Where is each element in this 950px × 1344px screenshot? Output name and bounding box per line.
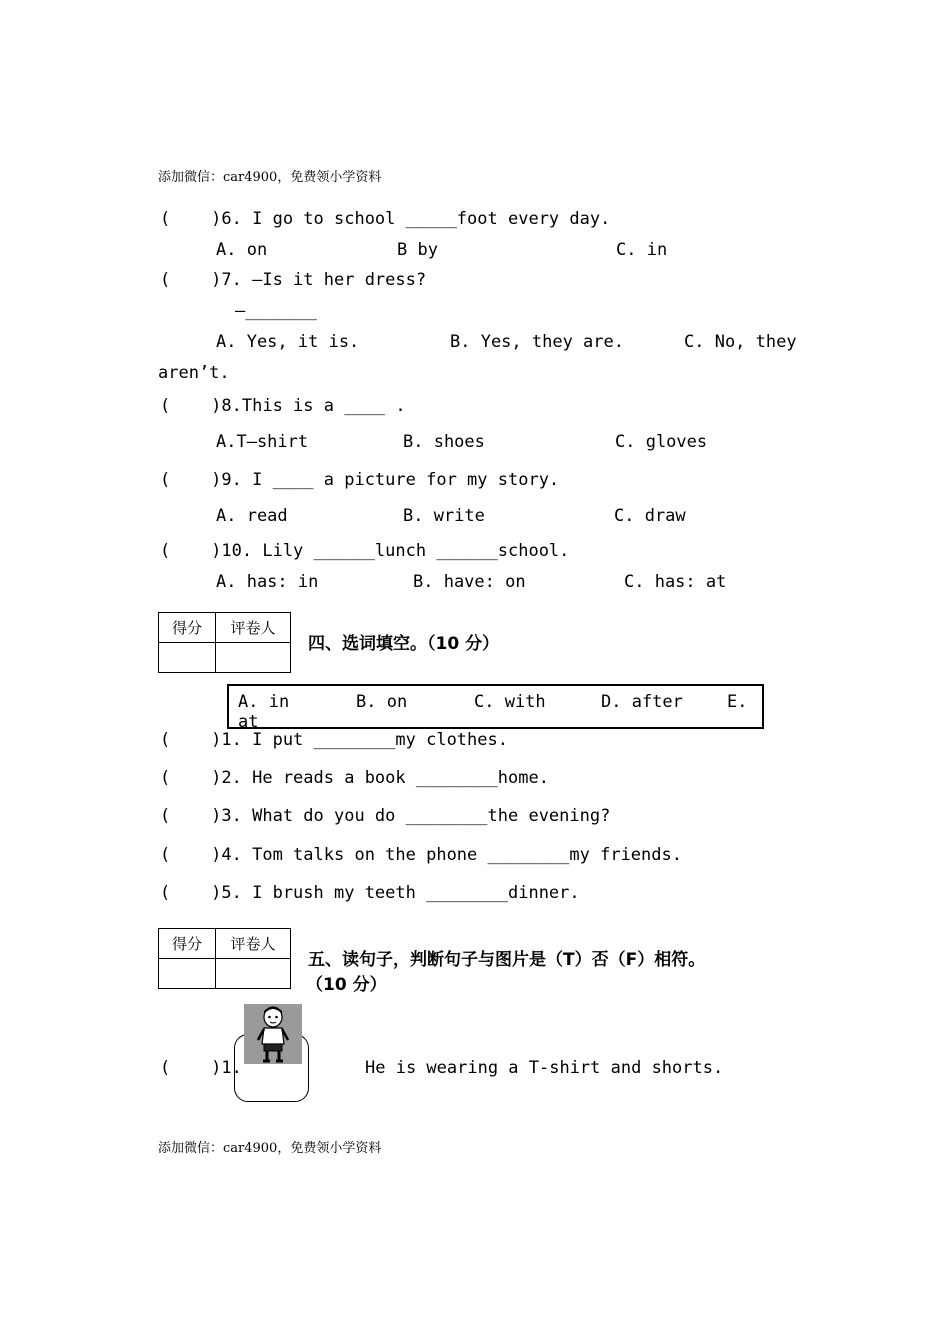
question-6-option-c: C. in — [616, 240, 668, 260]
question-6-option-b: B by — [397, 240, 438, 260]
word-option-e: E. — [727, 692, 748, 712]
question-10-stem: ( )10. Lily ______lunch ______school. — [160, 541, 570, 561]
judge-item-1-sentence: He is wearing a T-shirt and shorts. — [365, 1058, 724, 1078]
question-7-option-a: A. Yes, it is. — [216, 332, 360, 352]
question-10-option-b: B. have: on — [413, 572, 526, 592]
fill-item-2: ( )2. He reads a book ________home. — [160, 768, 549, 788]
boy-picture-icon — [244, 1004, 302, 1064]
word-option-d: D. after — [601, 692, 683, 712]
question-9-option-b: B. write — [403, 506, 485, 526]
score-table-section-5 — [158, 928, 291, 989]
score-cell — [159, 643, 216, 673]
section-4-title: 四、选词填空。（10 分） — [308, 634, 500, 654]
question-9-option-a: A. read — [216, 506, 288, 526]
grader-header: 评卷人 — [216, 613, 291, 643]
question-9-option-c: C. draw — [614, 506, 686, 526]
question-7-option-c-wrap: aren’t. — [158, 363, 230, 383]
word-bank-box — [227, 684, 764, 729]
question-6-stem: ( )6. I go to school _____foot every day. — [160, 209, 611, 229]
question-7-option-c: C. No, they — [684, 332, 797, 352]
score-cell — [159, 959, 216, 989]
word-option-a: A. in — [238, 692, 290, 712]
question-8-option-c: C. gloves — [615, 432, 708, 452]
word-option-b: B. on — [356, 692, 408, 712]
question-10-option-c: C. has: at — [624, 572, 727, 592]
score-header: 得分 — [159, 929, 216, 959]
question-10-option-a: A. has: in — [216, 572, 319, 592]
word-option-a-wrap: at — [238, 712, 259, 729]
word-option-c: C. with — [474, 692, 546, 712]
question-6-option-a: A. on — [216, 240, 268, 260]
score-header: 得分 — [159, 613, 216, 643]
grader-header: 评卷人 — [216, 929, 291, 959]
section-5-title-line-2: （10 分） — [306, 975, 387, 995]
section-5-title: 五、读句子，判断句子与图片是（T）否（F）相符。 — [308, 950, 706, 970]
question-9-stem: ( )9. I ____ a picture for my story. — [160, 470, 560, 490]
judge-item-1-prefix: ( )1. — [160, 1058, 242, 1078]
question-7-stem: ( )7. —Is it her dress? — [160, 270, 427, 290]
question-8-stem: ( )8.This is a ____ . — [160, 396, 406, 416]
question-7-option-b: B. Yes, they are. — [450, 332, 624, 352]
grader-cell — [216, 959, 291, 989]
question-8-option-b: B. shoes — [403, 432, 485, 452]
fill-item-1: ( )1. I put ________my clothes. — [160, 730, 508, 750]
question-7-answer-line: —_______ — [235, 301, 317, 321]
grader-cell — [216, 643, 291, 673]
fill-item-4: ( )4. Tom talks on the phone ________my friends. — [160, 845, 682, 865]
page-header: 添加微信：car4900，免费领小学资料 — [158, 170, 382, 185]
fill-item-3: ( )3. What do you do ________the evening? — [160, 806, 611, 826]
score-table-section-4 — [158, 612, 291, 673]
fill-item-5: ( )5. I brush my teeth ________dinner. — [160, 883, 580, 903]
question-8-option-a: A.T—shirt — [216, 432, 309, 452]
page-footer: 添加微信：car4900，免费领小学资料 — [158, 1141, 382, 1156]
